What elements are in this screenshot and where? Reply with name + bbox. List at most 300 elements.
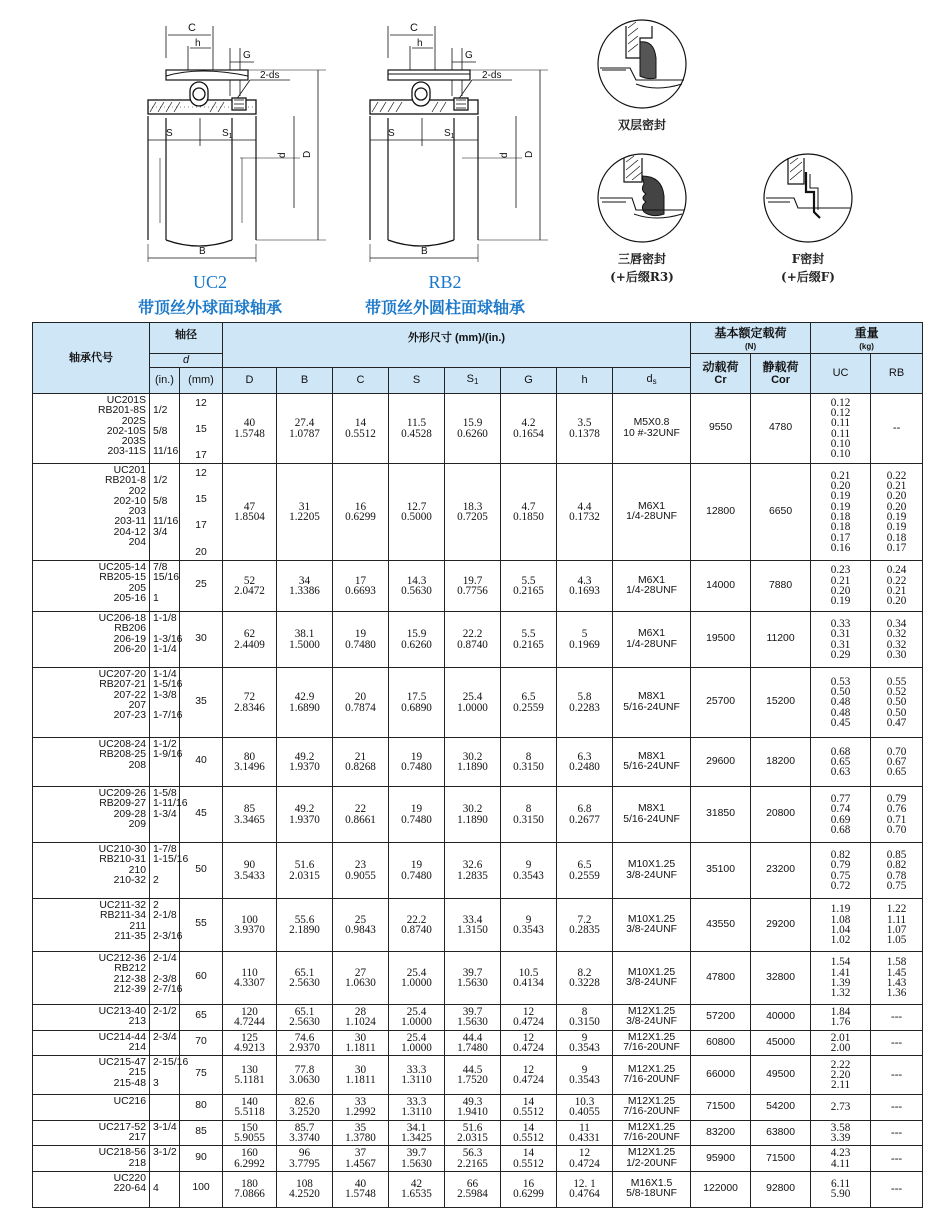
bore-mm-stack [180, 613, 222, 667]
header-cor-sym: Cor [771, 373, 791, 386]
dim-label-h: h [195, 38, 201, 49]
cell-load-cr: 66000 [691, 1056, 751, 1095]
header-dim-s1-sub: 1 [473, 377, 479, 386]
f-seal-name: F密封 [791, 252, 825, 266]
table-row [33, 1146, 923, 1172]
cell-load-cor: 7880 [751, 561, 811, 612]
cell-dim-ds: M8X1 5/16-24UNF [613, 668, 691, 738]
bearing-spec-table [32, 322, 923, 1208]
cell-dim-ds: M16X1.5 5/8-18UNF [613, 1171, 691, 1207]
rb-dim-label-big-d: D [524, 150, 535, 158]
cell-load-cr: 12800 [691, 464, 751, 561]
cell-code: UC213-40 213 [33, 1005, 150, 1031]
header-weight [811, 323, 923, 354]
cell-load-cor: 29200 [751, 899, 811, 952]
cell-code: UC218-56 218 [33, 1146, 150, 1172]
cell-dim-b: 49.2 1.9370 [277, 787, 333, 843]
cell-bore-inch: 2-15/16 3 [150, 1056, 180, 1095]
header-cr [691, 354, 751, 394]
cell-dim-s1: 56.3 2.2165 [445, 1146, 501, 1172]
bore-mm-value: 12 [195, 467, 207, 479]
cell-dim-s1: 32.6 1.2835 [445, 843, 501, 899]
cell-dim-d: 52 2.0472 [223, 561, 277, 612]
cell-bore-inch: 2-3/4 [150, 1030, 180, 1056]
cell-dim-s: 14.3 0.5630 [389, 561, 445, 612]
cell-dim-s: 25.4 1.0000 [389, 1005, 445, 1031]
cell-weight-rb: 0.55 0.52 0.50 0.50 0.47 [871, 668, 923, 738]
cell-load-cor: 54200 [751, 1095, 811, 1121]
header-dims: 外形尺寸 (mm)/(in.) [223, 323, 691, 368]
cell-code: UC214-44 214 [33, 1030, 150, 1056]
cell-bore-inch: 1/2 5/8 11/16 [150, 394, 180, 464]
triple-seal-drawing [596, 152, 688, 244]
header-load [691, 323, 811, 354]
cell-bore-inch: 2 2-1/8 2-3/16 [150, 899, 180, 952]
cell-code: UC215-47 215 215-48 [33, 1056, 150, 1095]
cell-dim-d: 160 6.2992 [223, 1146, 277, 1172]
rb-dim-label-d: d [499, 152, 510, 158]
cell-dim-h: 6.3 0.2480 [557, 738, 613, 787]
cell-dim-ds: M10X1.25 3/8-24UNF [613, 843, 691, 899]
bore-mm-stack [180, 900, 222, 951]
cell-weight-rb: 0.70 0.67 0.65 [871, 738, 923, 787]
cell-bore-mm [180, 738, 223, 787]
cell-dim-s1: 25.4 1.0000 [445, 668, 501, 738]
header-dim-ds-main: d [646, 373, 653, 385]
cell-dim-h: 10.3 0.4055 [557, 1095, 613, 1121]
cell-dim-h: 5 0.1969 [557, 612, 613, 668]
bore-mm-value: 85 [195, 1126, 207, 1138]
cell-load-cr: 71500 [691, 1095, 751, 1121]
cell-dim-s: 19 0.7480 [389, 843, 445, 899]
bore-mm-value: 90 [195, 1151, 207, 1163]
cell-dim-b: 31 1.2205 [277, 464, 333, 561]
bearing-spec-body [33, 394, 923, 1208]
cell-weight-uc: 0.53 0.50 0.48 0.48 0.45 [811, 668, 871, 738]
rb-dim-label-ds: 2-ds [482, 70, 502, 81]
table-row [33, 952, 923, 1005]
cell-weight-rb: --- [871, 1120, 923, 1146]
header-mm: (mm) [180, 368, 223, 394]
bore-mm-stack [180, 1096, 222, 1119]
cell-load-cor: 18200 [751, 738, 811, 787]
cell-dim-c: 30 1.1811 [333, 1030, 389, 1056]
header-dim-b: B [277, 368, 333, 394]
cell-load-cr: 14000 [691, 561, 751, 612]
rb-dim-label-b: B [421, 246, 428, 257]
cell-weight-rb: 0.79 0.76 0.71 0.70 [871, 787, 923, 843]
bore-mm-stack [180, 1006, 222, 1029]
rb2-drawing [352, 18, 552, 268]
cell-weight-uc: 2.01 2.00 [811, 1030, 871, 1056]
triple-seal-suffix: (+后缀R3) [610, 270, 674, 284]
bore-mm-stack [180, 465, 222, 560]
cell-dim-s1: 22.2 0.8740 [445, 612, 501, 668]
bore-mm-value: 12 [195, 397, 207, 409]
rb-dim-label-s: S [388, 128, 395, 139]
f-seal-suffix: (+后缀F) [781, 270, 835, 284]
cell-load-cr: 25700 [691, 668, 751, 738]
bore-mm-value: 17 [195, 449, 207, 461]
bore-mm-stack [180, 1172, 222, 1206]
cell-weight-rb: --- [871, 1146, 923, 1172]
cell-weight-uc: 2.22 2.20 2.11 [811, 1056, 871, 1095]
cell-load-cor: 71500 [751, 1146, 811, 1172]
bore-mm-value: 75 [195, 1068, 207, 1080]
bore-mm-stack [180, 669, 222, 737]
bore-mm-value: 35 [195, 695, 207, 707]
bore-mm-value: 50 [195, 863, 207, 875]
cell-dim-s: 19 0.7480 [389, 738, 445, 787]
cell-code: UC205-14 RB205-15 205 205-16 [33, 561, 150, 612]
cell-dim-g: 8 0.3150 [501, 787, 557, 843]
cell-weight-uc: 1.84 1.76 [811, 1005, 871, 1031]
cell-dim-g: 16 0.6299 [501, 1171, 557, 1207]
rb2-title [340, 272, 550, 318]
cell-bore-inch: 1-1/4 1-5/16 1-3/8 1-7/16 [150, 668, 180, 738]
header-code: 轴承代号 [33, 323, 150, 394]
bore-mm-value: 65 [195, 1010, 207, 1022]
cell-dim-ds: M8X1 5/16-24UNF [613, 787, 691, 843]
cell-dim-d: 120 4.7244 [223, 1005, 277, 1031]
cell-weight-rb: 0.24 0.22 0.21 0.20 [871, 561, 923, 612]
cell-code: UC210-30 RB210-31 210 210-32 [33, 843, 150, 899]
dim-label-ds: 2-ds [260, 70, 280, 81]
cell-weight-uc: 0.33 0.31 0.31 0.29 [811, 612, 871, 668]
cell-bore-inch: 2-1/4 2-3/8 2-7/16 [150, 952, 180, 1005]
cell-dim-b: 38.1 1.5000 [277, 612, 333, 668]
header-dim-d: D [223, 368, 277, 394]
header-bore: 轴径 [150, 323, 223, 354]
cell-dim-b: 42.9 1.6890 [277, 668, 333, 738]
cell-dim-h: 4.4 0.1732 [557, 464, 613, 561]
cell-dim-b: 85.7 3.3740 [277, 1120, 333, 1146]
cell-weight-uc: 0.21 0.20 0.19 0.19 0.18 0.18 0.17 0.16 [811, 464, 871, 561]
cell-dim-s1: 33.4 1.3150 [445, 899, 501, 952]
rb2-model: RB2 [428, 272, 462, 292]
cell-dim-c: 40 1.5748 [333, 1171, 389, 1207]
cell-dim-s: 22.2 0.8740 [389, 899, 445, 952]
bore-mm-value: 20 [195, 546, 207, 558]
cell-bore-mm [180, 899, 223, 952]
bore-mm-value: 55 [195, 918, 207, 929]
cell-bore-mm [180, 1030, 223, 1056]
cell-dim-c: 17 0.6693 [333, 561, 389, 612]
cell-dim-s: 25.4 1.0000 [389, 1030, 445, 1056]
bore-mm-stack [180, 1147, 222, 1170]
cell-bore-inch: 3-1/2 [150, 1146, 180, 1172]
cell-bore-mm [180, 1095, 223, 1121]
bore-mm-stack [180, 1122, 222, 1145]
cell-dim-c: 23 0.9055 [333, 843, 389, 899]
cell-dim-c: 33 1.2992 [333, 1095, 389, 1121]
cell-weight-rb: --- [871, 1030, 923, 1056]
cell-dim-d: 110 4.3307 [223, 952, 277, 1005]
cell-dim-s: 25.4 1.0000 [389, 952, 445, 1005]
cell-load-cr: 47800 [691, 952, 751, 1005]
table-row [33, 1095, 923, 1121]
cell-weight-uc: 6.11 5.90 [811, 1171, 871, 1207]
cell-dim-g: 14 0.5512 [501, 1146, 557, 1172]
bore-mm-stack [180, 395, 222, 463]
header-dim-c: C [333, 368, 389, 394]
cell-load-cr: 19500 [691, 612, 751, 668]
uc2-title [110, 272, 310, 318]
cell-dim-h: 5.8 0.2283 [557, 668, 613, 738]
cell-dim-d: 150 5.9055 [223, 1120, 277, 1146]
cell-dim-s: 17.5 0.6890 [389, 668, 445, 738]
cell-dim-b: 96 3.7795 [277, 1146, 333, 1172]
cell-weight-uc: 3.58 3.39 [811, 1120, 871, 1146]
cell-dim-d: 130 5.1181 [223, 1056, 277, 1095]
cell-load-cor: 11200 [751, 612, 811, 668]
rb-dim-label-h: h [417, 38, 423, 49]
cell-bore-mm [180, 787, 223, 843]
header-inch: (in.) [150, 368, 180, 394]
dim-label-b: B [199, 246, 206, 257]
header-load-unit: (N) [745, 342, 757, 351]
cell-dim-s1: 18.3 0.7205 [445, 464, 501, 561]
header-dim-s1-main: S [466, 373, 474, 385]
cell-dim-d: 125 4.9213 [223, 1030, 277, 1056]
cell-load-cr: 95900 [691, 1146, 751, 1172]
cell-bore-mm [180, 1120, 223, 1146]
cell-dim-g: 10.5 0.4134 [501, 952, 557, 1005]
cell-code: UC201 RB201-8 202 202-10 203 203-11 204-12 204 [33, 464, 150, 561]
cell-bore-mm [180, 952, 223, 1005]
cell-dim-ds: M12X1.25 7/16-20UNF [613, 1030, 691, 1056]
table-row [33, 1005, 923, 1031]
cell-dim-h: 11 0.4331 [557, 1120, 613, 1146]
table-row [33, 738, 923, 787]
rb-dim-label-s1: $S_1$ [444, 128, 455, 140]
cell-load-cor: 32800 [751, 952, 811, 1005]
cell-dim-d: 180 7.0866 [223, 1171, 277, 1207]
header-cor-label: 静载荷 [762, 359, 799, 374]
cell-dim-ds: M12X1.25 7/16-20UNF [613, 1095, 691, 1121]
cell-load-cr: 31850 [691, 787, 751, 843]
cell-code: UC207-20 RB207-21 207-22 207 207-23 [33, 668, 150, 738]
table-row [33, 787, 923, 843]
dim-label-c: C [188, 22, 196, 34]
cell-code: UC220 220-64 [33, 1171, 150, 1207]
cell-code: UC217-52 217 [33, 1120, 150, 1146]
cell-bore-inch: 7/8 15/16 1 [150, 561, 180, 612]
cell-weight-uc: 2.73 [811, 1095, 871, 1121]
cell-dim-c: 25 0.9843 [333, 899, 389, 952]
cell-code: UC209-26 RB209-27 209-28 209 [33, 787, 150, 843]
cell-dim-c: 14 0.5512 [333, 394, 389, 464]
cell-dim-h: 9 0.3543 [557, 1056, 613, 1095]
bore-mm-stack [180, 953, 222, 1004]
cell-load-cor: 63800 [751, 1120, 811, 1146]
bore-mm-value: 25 [195, 579, 207, 590]
cell-weight-rb: 0.34 0.32 0.32 0.30 [871, 612, 923, 668]
cell-dim-ds: M6X1 1/4-28UNF [613, 561, 691, 612]
cell-load-cor: 49500 [751, 1056, 811, 1095]
cell-code: UC216 [33, 1095, 150, 1121]
cell-dim-ds: M6X1 1/4-28UNF [613, 464, 691, 561]
table-row [33, 1120, 923, 1146]
cell-weight-uc: 1.54 1.41 1.39 1.32 [811, 952, 871, 1005]
cell-dim-d: 47 1.8504 [223, 464, 277, 561]
cell-dim-h: 8.2 0.3228 [557, 952, 613, 1005]
cell-dim-ds: M5X0.8 10 #-32UNF [613, 394, 691, 464]
cell-dim-s1: 51.6 2.0315 [445, 1120, 501, 1146]
cell-bore-mm [180, 843, 223, 899]
cell-dim-b: 49.2 1.9370 [277, 738, 333, 787]
cell-dim-ds: M8X1 5/16-24UNF [613, 738, 691, 787]
cell-dim-c: 21 0.8268 [333, 738, 389, 787]
cell-dim-s: 11.5 0.4528 [389, 394, 445, 464]
bore-mm-stack [180, 844, 222, 898]
table-row [33, 464, 923, 561]
triple-seal-caption [586, 250, 698, 286]
cell-weight-rb: --- [871, 1005, 923, 1031]
cell-dim-g: 12 0.4724 [501, 1056, 557, 1095]
cell-dim-g: 14 0.5512 [501, 1120, 557, 1146]
cell-dim-ds: M6X1 1/4-28UNF [613, 612, 691, 668]
cell-dim-s1: 39.7 1.5630 [445, 952, 501, 1005]
header-weight-unit: (kg) [859, 342, 874, 351]
uc2-caption: 带顶丝外球面球轴承 [137, 300, 282, 317]
cell-weight-uc: 0.82 0.79 0.75 0.72 [811, 843, 871, 899]
cell-bore-mm [180, 1005, 223, 1031]
dim-label-s1: $S_1$ [222, 128, 233, 140]
bore-mm-value: 40 [195, 755, 207, 766]
cell-bore-mm [180, 561, 223, 612]
bore-mm-value: 30 [195, 632, 207, 644]
cell-load-cr: 60800 [691, 1030, 751, 1056]
cell-bore-mm [180, 1171, 223, 1207]
header-load-label: 基本额定载荷 [714, 326, 787, 340]
cell-dim-d: 85 3.3465 [223, 787, 277, 843]
cell-dim-g: 9 0.3543 [501, 843, 557, 899]
cell-load-cr: 29600 [691, 738, 751, 787]
cell-dim-d: 140 5.5118 [223, 1095, 277, 1121]
cell-dim-c: 22 0.8661 [333, 787, 389, 843]
cell-code: UC201S RB201-8S 202S 202-10S 203S 203-11S [33, 394, 150, 464]
bore-mm-value: 15 [195, 423, 207, 435]
cell-load-cor: 15200 [751, 668, 811, 738]
cell-bore-mm [180, 464, 223, 561]
bore-mm-value: 15 [195, 493, 207, 505]
cell-weight-rb: --- [871, 1056, 923, 1095]
cell-bore-inch [150, 1095, 180, 1121]
cell-dim-b: 108 4.2520 [277, 1171, 333, 1207]
cell-dim-b: 65.1 2.5630 [277, 1005, 333, 1031]
dim-label-s: S [166, 128, 173, 139]
bore-mm-value: 60 [195, 971, 207, 982]
cell-weight-rb: 0.85 0.82 0.78 0.75 [871, 843, 923, 899]
cell-dim-g: 14 0.5512 [501, 1095, 557, 1121]
rb-dim-label-c: C [410, 22, 418, 34]
header-rb: RB [871, 354, 923, 394]
cell-load-cr: 57200 [691, 1005, 751, 1031]
table-row [33, 394, 923, 464]
cell-code: UC211-32 RB211-34 211 211-35 [33, 899, 150, 952]
cell-dim-h: 9 0.3543 [557, 1030, 613, 1056]
cell-dim-h: 4.3 0.1693 [557, 561, 613, 612]
cell-dim-s1: 44.4 1.7480 [445, 1030, 501, 1056]
cell-code: UC212-36 RB212 212-38 212-39 [33, 952, 150, 1005]
cell-dim-g: 4.7 0.1850 [501, 464, 557, 561]
cell-weight-rb: -- [871, 394, 923, 464]
cell-bore-mm [180, 1056, 223, 1095]
cell-dim-c: 20 0.7874 [333, 668, 389, 738]
cell-weight-uc: 0.23 0.21 0.20 0.19 [811, 561, 871, 612]
cell-dim-h: 12 0.4724 [557, 1146, 613, 1172]
header-bore-d: d [150, 354, 223, 368]
table-row [33, 1171, 923, 1207]
header-dim-s1 [445, 368, 501, 394]
cell-dim-g: 5.5 0.2165 [501, 612, 557, 668]
cell-weight-uc: 0.68 0.65 0.63 [811, 738, 871, 787]
cell-dim-d: 100 3.9370 [223, 899, 277, 952]
header-weight-label: 重量 [854, 326, 879, 340]
cell-dim-s1: 19.7 0.7756 [445, 561, 501, 612]
header-dim-s: S [389, 368, 445, 394]
header-dim-ds [613, 368, 691, 394]
cell-dim-d: 72 2.8346 [223, 668, 277, 738]
header-uc: UC [811, 354, 871, 394]
cell-dim-s1: 30.2 1.1890 [445, 738, 501, 787]
cell-dim-d: 80 3.1496 [223, 738, 277, 787]
cell-dim-b: 27.4 1.0787 [277, 394, 333, 464]
double-seal-drawing [596, 18, 688, 110]
cell-load-cor: 23200 [751, 843, 811, 899]
cell-dim-g: 4.2 0.1654 [501, 394, 557, 464]
cell-bore-inch: 2-1/2 [150, 1005, 180, 1031]
cell-dim-c: 27 1.0630 [333, 952, 389, 1005]
cell-dim-g: 12 0.4724 [501, 1030, 557, 1056]
cell-weight-uc: 1.19 1.08 1.04 1.02 [811, 899, 871, 952]
cell-dim-c: 37 1.4567 [333, 1146, 389, 1172]
cell-load-cr: 43550 [691, 899, 751, 952]
table-row [33, 899, 923, 952]
cell-load-cor: 20800 [751, 787, 811, 843]
uc2-model: UC2 [192, 272, 227, 292]
bore-mm-value: 100 [192, 1182, 210, 1194]
cell-dim-s: 19 0.7480 [389, 787, 445, 843]
cell-weight-rb: 1.22 1.11 1.07 1.05 [871, 899, 923, 952]
cell-bore-inch: 1-5/8 1-11/16 1-3/4 [150, 787, 180, 843]
bore-mm-stack [180, 562, 222, 611]
cell-dim-g: 9 0.3543 [501, 899, 557, 952]
cell-dim-s1: 66 2.5984 [445, 1171, 501, 1207]
cell-dim-s: 33.3 1.3110 [389, 1095, 445, 1121]
cell-dim-h: 6.8 0.2677 [557, 787, 613, 843]
table-row [33, 843, 923, 899]
table-row [33, 1030, 923, 1056]
bore-mm-value: 17 [195, 520, 207, 532]
cell-weight-rb: 0.22 0.21 0.20 0.20 0.19 0.19 0.18 0.17 [871, 464, 923, 561]
f-seal-drawing [762, 152, 854, 244]
cell-weight-uc: 0.77 0.74 0.69 0.68 [811, 787, 871, 843]
cell-dim-s: 33.3 1.3110 [389, 1056, 445, 1095]
table-row [33, 561, 923, 612]
cell-bore-mm [180, 612, 223, 668]
cell-bore-inch: 1-1/8 1-3/16 1-1/4 [150, 612, 180, 668]
cell-dim-h: 3.5 0.1378 [557, 394, 613, 464]
header-cor [751, 354, 811, 394]
cell-code: UC206-18 RB206 206-19 206-20 [33, 612, 150, 668]
cell-dim-b: 82.6 3.2520 [277, 1095, 333, 1121]
bore-mm-stack [180, 739, 222, 786]
triple-seal-name: 三唇密封 [617, 252, 666, 266]
cell-dim-ds: M12X1.25 7/16-20UNF [613, 1056, 691, 1095]
dim-label-g: G [243, 50, 251, 61]
